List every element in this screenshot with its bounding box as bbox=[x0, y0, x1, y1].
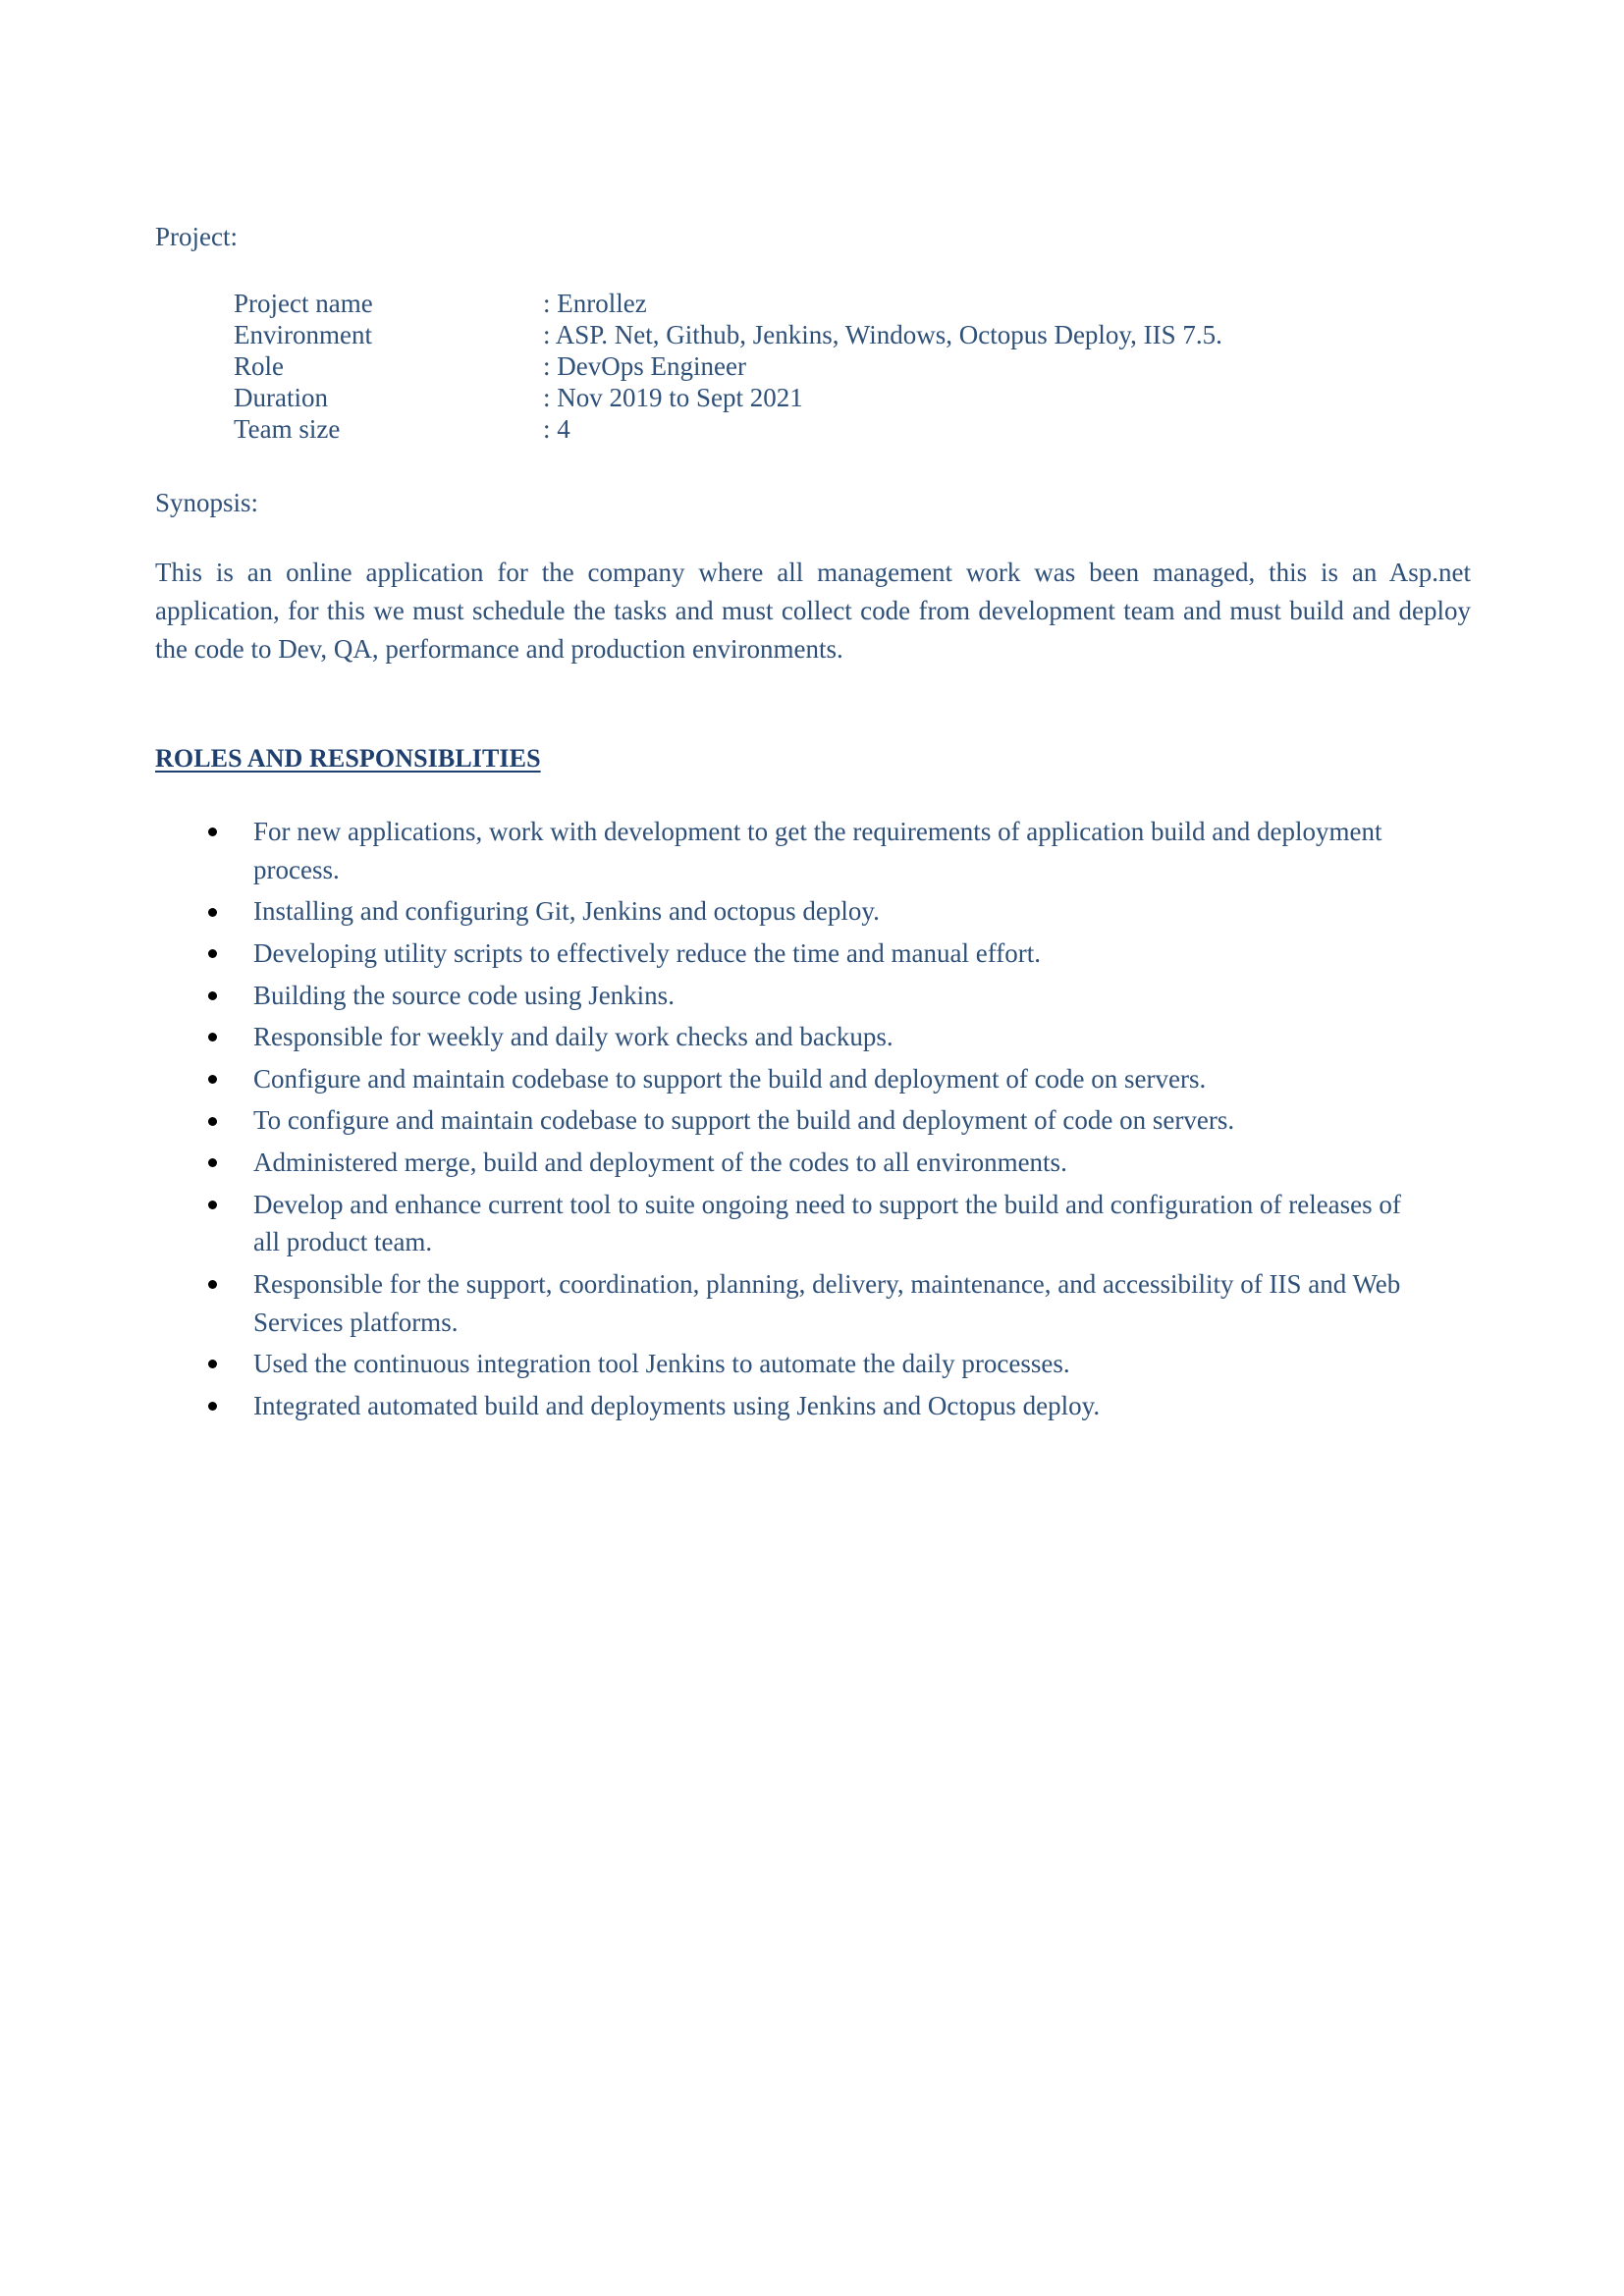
project-detail-value: : ASP. Net, Github, Jenkins, Windows, Octopus Deploy, IIS 7.5. bbox=[543, 320, 1222, 350]
list-item-text: Responsible for the support, coordination, planning, delivery, maintenance, and accessibility of IIS and Web Services platforms. bbox=[253, 1268, 1401, 1337]
bullet-icon bbox=[208, 908, 217, 917]
list-item-text: Administered merge, build and deployment of the codes to all environments. bbox=[253, 1148, 1067, 1178]
project-details-body bbox=[234, 290, 1222, 447]
list-item bbox=[208, 1387, 1431, 1425]
list-item-text: To configure and maintain codebase to support the build and deployment of code on servers. bbox=[253, 1105, 1235, 1136]
list-item bbox=[208, 1018, 1431, 1056]
list-item-text: Configure and maintain codebase to support the build and deployment of code on servers. bbox=[253, 1063, 1207, 1094]
table-row bbox=[234, 321, 1222, 352]
list-item bbox=[208, 1101, 1431, 1140]
bullet-icon bbox=[208, 991, 217, 1000]
bullet-icon bbox=[208, 1117, 217, 1126]
list-item bbox=[208, 1265, 1431, 1341]
project-detail-key: Role bbox=[234, 351, 284, 382]
bullet-icon bbox=[208, 1360, 217, 1368]
list-item bbox=[208, 1060, 1431, 1098]
bullet-icon bbox=[208, 1075, 217, 1084]
table-row bbox=[234, 290, 1222, 321]
roles-and-responsibilities-heading: ROLES AND RESPONSIBLITIES bbox=[155, 744, 541, 774]
bullet-icon bbox=[208, 1402, 217, 1411]
list-item-text: Integrated automated build and deployments using Jenkins and Octopus deploy. bbox=[253, 1390, 1101, 1420]
list-item-text: Develop and enhance current tool to suite ongoing need to support the build and configuration of releases of all product team. bbox=[253, 1189, 1401, 1257]
project-detail-key: Project name bbox=[234, 289, 373, 318]
project-detail-value: : Enrollez bbox=[543, 289, 647, 318]
bullet-icon bbox=[208, 828, 217, 836]
table-row bbox=[234, 384, 1222, 415]
bullet-icon bbox=[208, 1158, 217, 1167]
list-item-text: Building the source code using Jenkins. bbox=[253, 980, 675, 1010]
list-item bbox=[208, 813, 1431, 888]
project-details-table bbox=[234, 290, 1222, 447]
bullet-icon bbox=[208, 949, 217, 958]
bullet-icon bbox=[208, 1201, 217, 1209]
list-item bbox=[208, 1144, 1431, 1182]
table-row bbox=[234, 352, 1222, 384]
list-item bbox=[208, 1186, 1431, 1261]
synopsis-paragraph: This is an online application for the company where all management work was been managed, this is an Asp.net application, for this we must schedule the tasks and must collect code from development team and must build and deploy the code to Dev, QA, performance and production environments. bbox=[155, 558, 1471, 664]
list-item bbox=[208, 1345, 1431, 1383]
list-item bbox=[208, 977, 1431, 1015]
bullet-icon bbox=[208, 1280, 217, 1289]
bullet-icon bbox=[208, 1033, 217, 1041]
list-item-text: Used the continuous integration tool Jenkins to automate the daily processes. bbox=[253, 1349, 1070, 1379]
project-detail-value: : DevOps Engineer bbox=[543, 351, 746, 382]
roles-responsibilities-list bbox=[208, 813, 1431, 1424]
document-content bbox=[155, 224, 1471, 1428]
project-section-label: Project: bbox=[155, 222, 238, 251]
project-detail-key: Team size bbox=[234, 414, 341, 445]
list-item-text: Installing and configuring Git, Jenkins and octopus deploy. bbox=[253, 896, 880, 927]
list-item-text: For new applications, work with development to get the requirements of application build and deployment process. bbox=[253, 817, 1382, 884]
synopsis-label: Synopsis: bbox=[155, 488, 259, 518]
table-row bbox=[234, 415, 1222, 447]
list-item bbox=[208, 892, 1431, 931]
list-item-text: Developing utility scripts to effectively reduce the time and manual effort. bbox=[253, 938, 1041, 969]
project-detail-value: : 4 bbox=[543, 414, 570, 445]
project-detail-value: : Nov 2019 to Sept 2021 bbox=[543, 383, 803, 413]
project-detail-key: Duration bbox=[234, 383, 328, 413]
list-item-text: Responsible for weekly and daily work checks and backups. bbox=[253, 1022, 893, 1052]
list-item bbox=[208, 934, 1431, 973]
project-detail-key: Environment bbox=[234, 320, 372, 350]
